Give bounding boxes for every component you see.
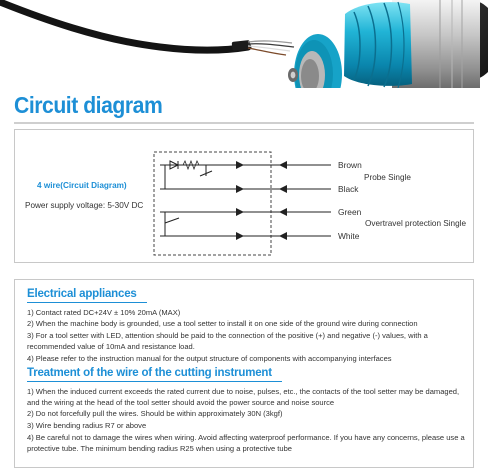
wire-label-brown: Brown — [338, 160, 362, 170]
electrical-title-underline — [27, 302, 147, 303]
treatment-item: 4) Be careful not to damage the wires when wiring. Avoid affecting waterproof performance. If you have any concerns, please use a protective tube. The minimum bending radius R25 when using a protective tube — [27, 433, 465, 454]
overtravel-group-label: Overtravel protection Single — [365, 219, 467, 228]
wire-label-white: White — [338, 231, 360, 241]
specifications-panel — [14, 279, 474, 468]
tool-setter-boundary — [154, 152, 271, 255]
circuit-schematic — [15, 130, 475, 264]
treatment-section-title: Treatment of the wire of the cutting instrument — [27, 367, 272, 379]
overtravel-switch-symbol — [165, 212, 179, 236]
page-title: Circuit diagram — [14, 92, 163, 118]
electrical-section-title: Electrical appliances — [27, 288, 137, 300]
treatment-item: 3) Wire bending radius R7 or above — [27, 421, 147, 430]
circuit-diagram-panel — [14, 129, 474, 263]
electrical-item: 1) Contact rated DC+24V ± 10% 20mA (MAX) — [27, 308, 181, 317]
electrical-item: 4) Please refer to the instruction manual for the output structure of components with accompanying interfaces — [27, 354, 392, 363]
white-wire-line — [160, 232, 331, 240]
electrical-item: 3) For a tool setter with LED, attention should be paid to the connection of the positive (+) and negative (-) values, with a recommended value of 10mA and resistance load. — [27, 331, 428, 352]
treatment-item: 1) When the induced current exceeds the rated current due to noise, pulses, etc., the contacts of the tool setter may be damaged, and the wiring at the head of the tool setter should avoid the power source and noise source — [27, 387, 460, 408]
black-wire-line — [160, 185, 331, 193]
title-divider — [14, 122, 474, 124]
electrical-item: 2) When the machine body is grounded, use a tool setter to install it on one side of the ground wire during connection — [27, 319, 418, 328]
title-block — [14, 92, 175, 119]
treatment-item: 2) Do not forcefully pull the wires. Should be within approximately 30N (3kgf) — [27, 409, 283, 418]
wire-label-black: Black — [338, 184, 359, 194]
green-wire-line — [160, 208, 331, 216]
wiring-type-label: 4 wire(Circuit Diagram) — [37, 181, 127, 190]
tool-setter-illustration — [0, 0, 488, 88]
wire-label-green: Green — [338, 207, 362, 217]
product-photo — [0, 0, 488, 88]
probe-group-label: Probe Single — [364, 173, 411, 182]
treatment-title-underline — [27, 381, 282, 382]
supply-voltage-label: Power supply voltage: 5-30V DC — [25, 201, 144, 210]
